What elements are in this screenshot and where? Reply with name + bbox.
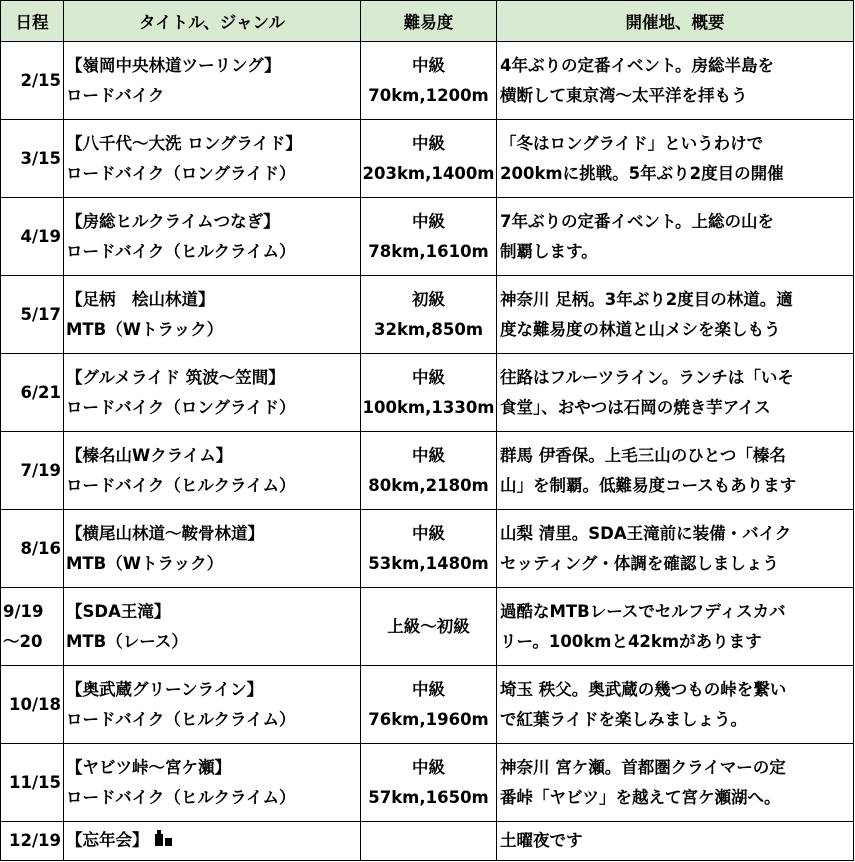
event-title: 【房総ヒルクライムつなぎ】 [66,211,280,231]
event-level: 中級 [412,445,445,465]
event-note-line: 番峠「ヤビツ」を越えて宮ケ瀬湖へ。 [500,787,781,807]
event-title: 【ヤビツ峠～宮ケ瀬】 [66,757,231,777]
event-difficulty-cell [361,120,497,198]
event-difficulty-cell [361,42,497,120]
event-row [1,510,854,588]
event-level: 中級 [412,367,445,387]
event-title-cell [64,354,361,432]
event-note-line: 度な難易度の林道と山メシを楽しもう [500,319,781,339]
event-spec: 78km,1610m [368,241,489,261]
event-title-cell [64,666,361,744]
event-date: 12/19 [1,822,64,861]
event-date: 8/16 [1,510,64,588]
event-date: 9/19 ～20 [1,588,64,666]
event-note-line: 山」を制覇。低難易度コースもあります [500,475,797,495]
event-row [1,588,854,666]
event-note-line: 横断して東京湾～太平洋を拝もう [500,85,748,105]
event-note-cell [497,354,854,432]
event-note-line: で紅葉ライドを楽しみましょう。 [500,709,748,729]
event-note-line: 土曜夜です [500,831,583,850]
event-title-cell [64,120,361,198]
event-date: 10/18 [1,666,64,744]
event-note-cell [497,198,854,276]
event-level: 中級 [412,211,445,231]
event-genre: ロードバイク [66,85,165,105]
event-spec: 70km,1200m [368,85,489,105]
event-note-line: 200kmに挑戦。5年ぶり2度目の開催 [500,163,784,183]
event-note-cell [497,666,854,744]
event-title: 【嶺岡中央林道ツーリング】 [66,55,281,75]
event-difficulty-cell [361,666,497,744]
event-spec: 32km,850m [373,319,484,339]
event-genre: MTB（Wトラック） [66,553,224,573]
event-title: 【奥武蔵グリーンライン】 [66,679,264,699]
event-level: 中級 [412,757,445,777]
event-difficulty-cell [361,198,497,276]
event-row [1,666,854,744]
event-note-cell [497,120,854,198]
event-difficulty-cell [361,432,497,510]
event-note-line: 神奈川 宮ケ瀬。首都圏クライマーの定 [500,757,786,777]
event-difficulty-cell [361,510,497,588]
header-difficulty: 難易度 [361,1,497,42]
event-title-cell [64,822,361,861]
event-title-cell [64,42,361,120]
event-note-line: 制覇します。 [500,241,598,261]
event-title: 【八千代～大洗 ロングライド】 [66,133,302,153]
event-title-cell [64,588,361,666]
event-spec: 53km,1480m [368,553,489,573]
event-level: 初級 [412,289,445,309]
beer-bottle-glass-icon [153,829,179,853]
event-row [1,744,854,822]
event-note-line: 食堂」、おやつは石岡の焼き芋アイス [500,397,771,417]
event-title: 【足柄 桧山林道】 [66,289,215,309]
event-spec: 203km,1400m [362,163,495,183]
event-level: 中級 [412,55,445,75]
event-title-cell [64,744,361,822]
event-title-cell [64,276,361,354]
event-date: 7/19 [1,432,64,510]
event-row [1,276,854,354]
event-spec: 57km,1650m [368,787,489,807]
event-title: 【横尾山林道～鞍骨林道】 [66,523,264,543]
event-genre: ロードバイク（ヒルクライム） [66,787,296,807]
event-row [1,432,854,510]
event-note-line: 4年ぶりの定番イベント。房総半島を [500,55,774,75]
event-level: 中級 [412,523,445,543]
event-difficulty-cell [361,354,497,432]
header-row [1,1,854,42]
event-genre: ロードバイク（ヒルクライム） [66,475,296,495]
event-difficulty-cell [361,276,497,354]
event-note-cell [497,276,854,354]
event-genre: ロードバイク（ロングライド） [66,397,296,417]
event-difficulty-cell [361,744,497,822]
event-title: 【榛名山Wクライム】 [66,445,233,465]
event-level: 上級～初級 [387,616,470,636]
event-note-cell [497,432,854,510]
event-note-line: 神奈川 足柄。3年ぶり2度目の林道。適 [500,289,793,309]
event-title-cell [64,432,361,510]
event-note-line: セッティング・体調を確認しましょう [500,553,779,573]
event-note-line: 埼玉 秩父。奥武蔵の幾つもの峠を繋い [500,679,787,699]
event-date: 5/17 [1,276,64,354]
event-genre: ロードバイク（ロングライド） [66,163,296,183]
event-spec: 80km,2180m [368,475,489,495]
event-date: 6/21 [1,354,64,432]
event-title: 【SDA王滝】 [66,601,171,621]
event-difficulty-cell [361,822,497,861]
event-note-line: 山梨 清里。SDA王滝前に装備・バイク [500,523,792,543]
event-date: 3/15 [1,120,64,198]
event-row [1,354,854,432]
event-note-cell [497,588,854,666]
event-date: 4/19 [1,198,64,276]
event-genre: ロードバイク（ヒルクライム） [66,709,296,729]
event-spec: 100km,1330m [362,397,495,417]
event-genre: MTB（レース） [66,631,188,651]
event-note-line: 過酷なMTBレースでセルフディスカバ [500,601,786,621]
event-title: 【忘年会】 [66,830,149,850]
event-title-cell [64,510,361,588]
event-title: 【グルメライド 筑波～笠間】 [66,367,285,387]
event-date: 11/15 [1,744,64,822]
event-note-cell [497,42,854,120]
event-row [1,120,854,198]
event-note-line: リー。100kmと42kmがあります [500,631,762,651]
event-genre: ロードバイク（ヒルクライム） [66,241,296,261]
event-row [1,198,854,276]
header-date: 日程 [1,1,64,42]
event-row [1,822,854,861]
event-note-cell [497,510,854,588]
header-title: タイトル、ジャンル [64,1,361,42]
event-note-cell [497,822,854,861]
event-note-line: 7年ぶりの定番イベント。上総の山を [500,211,774,231]
event-difficulty-cell [361,588,497,666]
header-venue: 開催地、概要 [497,1,854,42]
event-note-line: 群馬 伊香保。上毛三山のひとつ「榛名 [500,445,786,465]
event-genre: MTB（Wトラック） [66,319,224,339]
event-title-cell [64,198,361,276]
event-note-cell [497,744,854,822]
event-date: 2/15 [1,42,64,120]
event-note-line: 「冬はロングライド」というわけで [500,133,764,153]
event-row [1,42,854,120]
event-level: 中級 [412,133,445,153]
event-note-line: 往路はフルーツライン。ランチは「いそ [500,367,794,387]
event-spec: 76km,1960m [368,709,489,729]
event-level: 中級 [412,679,445,699]
